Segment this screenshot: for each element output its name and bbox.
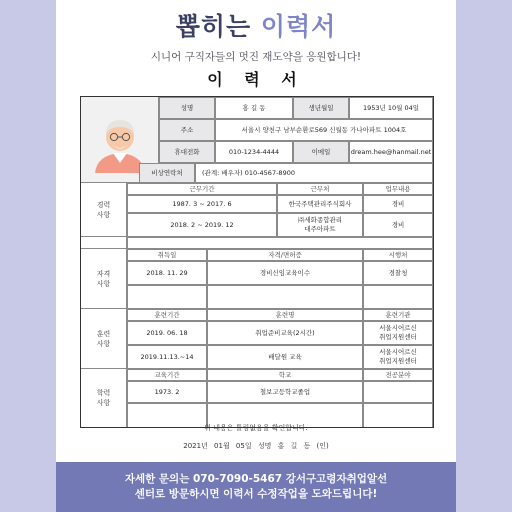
career-row-workplace: ㈜세화종합관리 대주아파트 xyxy=(277,213,363,237)
training-row-name: 배달원 교육 xyxy=(207,345,363,369)
emergency-value: (관계: 배우자) 010-4567-8900 xyxy=(195,163,433,183)
resume-form xyxy=(80,96,434,428)
license-row-issuer: 경찰청 xyxy=(363,261,433,285)
career-section-label: 경력 사항 xyxy=(81,183,127,237)
headline-part2: 이력서 xyxy=(260,12,337,41)
training-row-org: 서울시어르신 취업지원센터 xyxy=(363,321,433,345)
resume-sheet xyxy=(56,0,456,512)
license-row-date: 2018. 11. 29 xyxy=(127,261,207,285)
license-row-empty xyxy=(207,285,363,309)
education-section-label: 학력 사항 xyxy=(81,369,127,427)
address-label: 주소 xyxy=(159,119,215,141)
blank-row xyxy=(127,237,433,249)
training-row-org: 서울시어르신 취업지원센터 xyxy=(363,345,433,369)
education-header-school: 학교 xyxy=(207,369,363,381)
email-value: dream.hee@hanmail.net xyxy=(349,141,433,163)
career-header-period: 근무기간 xyxy=(127,183,277,195)
license-section-label: 자격 사항 xyxy=(81,249,127,309)
training-row-name: 취업준비교육(2시간) xyxy=(207,321,363,345)
footer-banner xyxy=(56,462,456,512)
training-header-name: 훈련명 xyxy=(207,309,363,321)
footer-line1: 자세한 문의는 070-7090-5467 강서구고령자취업알선 xyxy=(124,473,388,485)
name-label: 성명 xyxy=(159,97,215,119)
emergency-label: 비상연락처 xyxy=(139,163,195,183)
address-value: 서울시 양천구 남부순환로569 신월동 가나아파트 1004호 xyxy=(215,119,433,141)
email-label: 이메일 xyxy=(293,141,349,163)
headline-part1: 뽑히는 xyxy=(175,12,252,41)
mobile-label: 휴대전화 xyxy=(159,141,215,163)
name-value: 홍 길 동 xyxy=(215,97,293,119)
headline xyxy=(56,12,456,42)
subheadline: 시니어 구직자들의 멋진 재도약을 응원합니다! xyxy=(150,51,362,63)
education-header-period: 교육기간 xyxy=(127,369,207,381)
career-row-workplace: 한국주택관리주식회사 xyxy=(277,195,363,213)
license-row-empty xyxy=(127,285,207,309)
career-row-duty: 경비 xyxy=(363,195,433,213)
license-row-name: 경비신임교육이수 xyxy=(207,261,363,285)
training-section-label: 훈련 사항 xyxy=(81,309,127,369)
birth-value: 1953년 10월 04일 xyxy=(349,97,433,119)
signature-line: 2021년 01월 05일 성명 홍 길 동 (인) xyxy=(183,442,329,450)
training-header-period: 훈련기간 xyxy=(127,309,207,321)
education-row-period: 1973. 2 xyxy=(127,381,207,403)
career-row-period: 2018. 2 ~ 2019. 12 xyxy=(127,213,277,237)
document-title: 이 력 서 xyxy=(207,70,305,89)
license-header-date: 취득일 xyxy=(127,249,207,261)
blank-label xyxy=(81,237,127,249)
career-row-period: 1987. 3 ~ 2017. 6 xyxy=(127,195,277,213)
training-row-period: 2019. 06. 18 xyxy=(127,321,207,345)
training-header-org: 훈련기관 xyxy=(363,309,433,321)
license-row-empty xyxy=(363,285,433,309)
confirmation-text: 위 내용은 틀림없음을 확인합니다. xyxy=(204,424,308,432)
mobile-value: 010-1234-4444 xyxy=(215,141,293,163)
career-header-duty: 업무내용 xyxy=(363,183,433,195)
license-header-issuer: 시행처 xyxy=(363,249,433,261)
career-row-duty: 경비 xyxy=(363,213,433,237)
education-row-school: 철보고등학교졸업 xyxy=(207,381,363,403)
footer-line2: 센터로 방문하시면 이력서 수정작업을 도와드립니다! xyxy=(134,488,378,500)
education-header-major: 전공분야 xyxy=(363,369,433,381)
career-header-workplace: 근무처 xyxy=(277,183,363,195)
license-header-name: 자격/면허증 xyxy=(207,249,363,261)
birth-label: 생년월일 xyxy=(293,97,349,119)
education-row-major xyxy=(363,381,433,403)
training-row-period: 2019.11.13.~14 xyxy=(127,345,207,369)
